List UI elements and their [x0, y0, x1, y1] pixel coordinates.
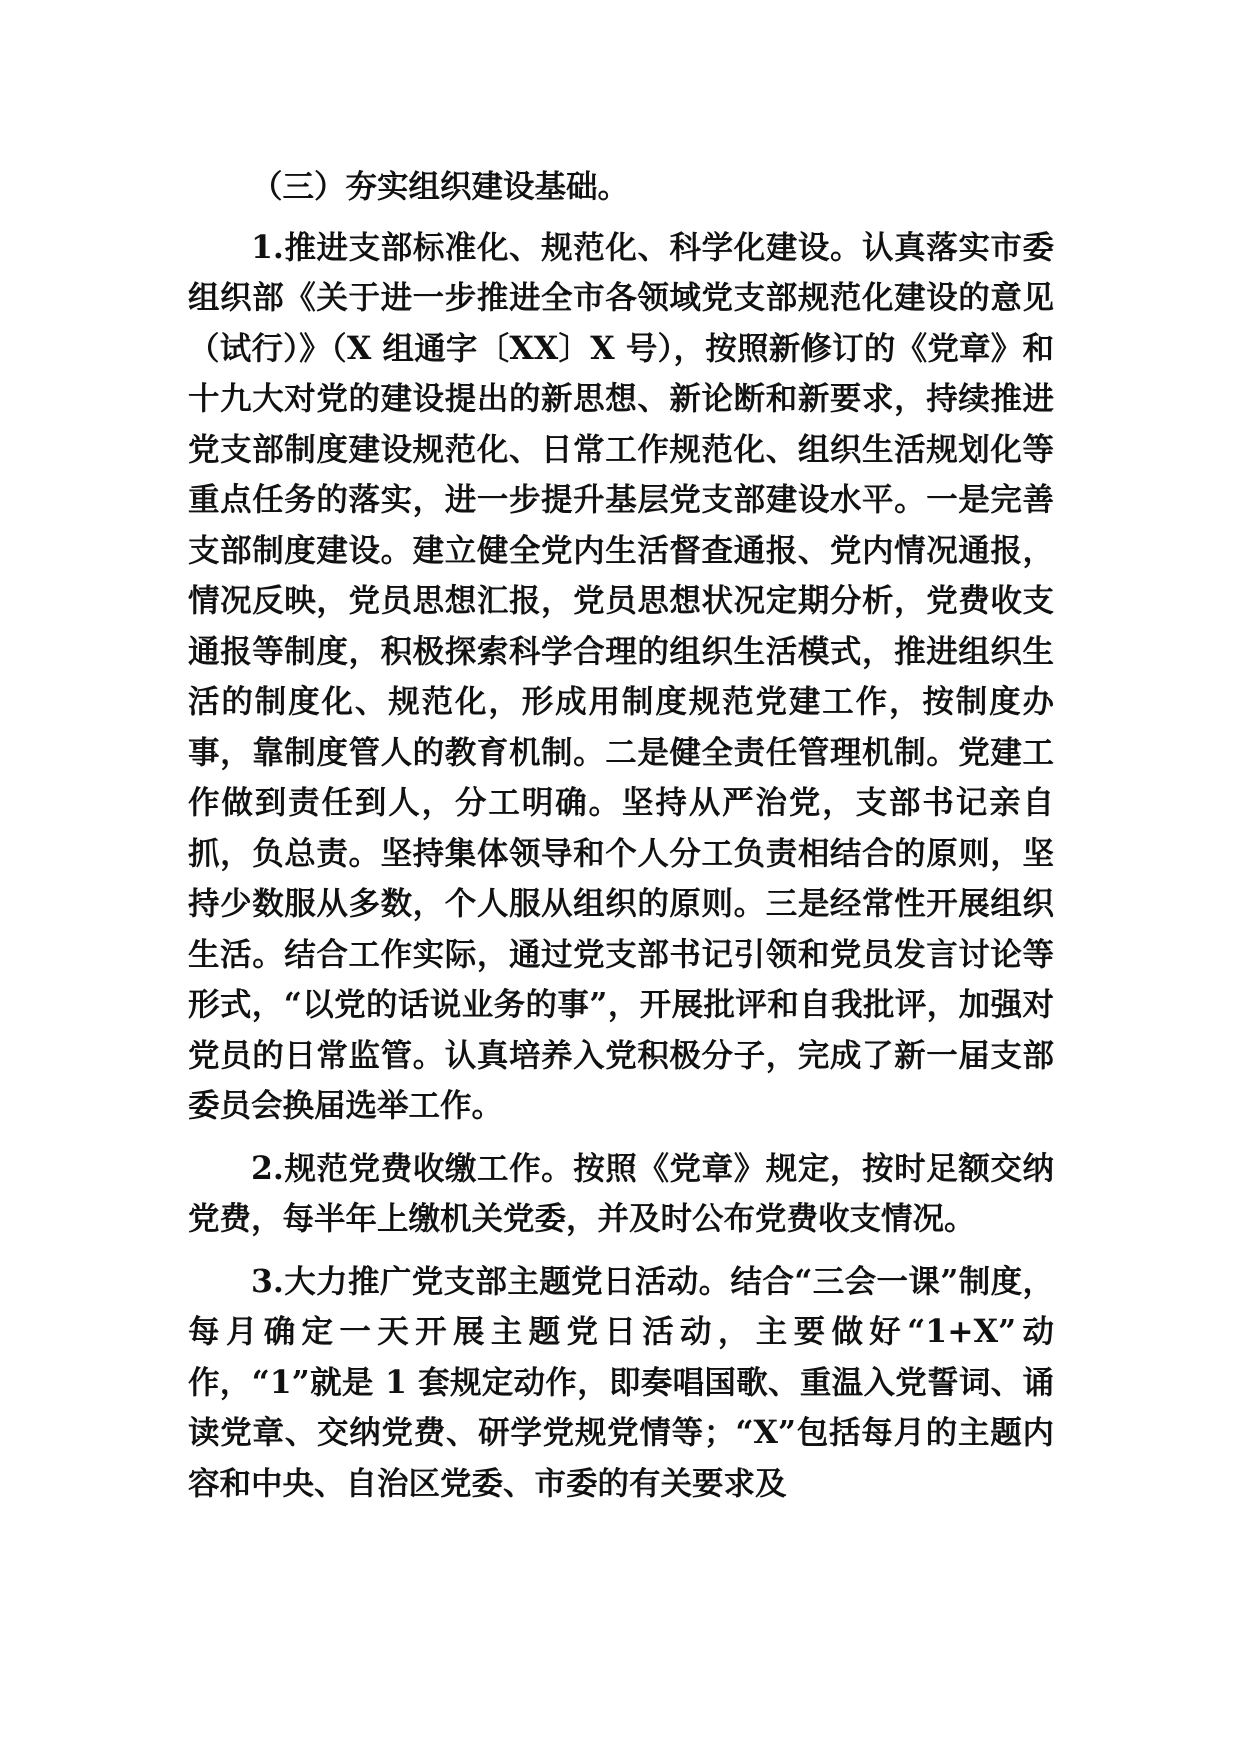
document-body — [188, 162, 1054, 1521]
paragraph-3: 3.大力推广党支部主题党日活动。结合“三会一课”制度，每月确定一天开展主题党日活动，主要做好“1+X”动作，“1”就是 1 套规定动作，即奏唱国歌、重温入党誓词、诵读党章、交纳党费、研学党规党情等；“X”包括每月的主题内容和中央、自治区党委、市委的有关要求及 — [188, 1262, 1054, 1502]
paragraph-1: 1.推进支部标准化、规范化、科学化建设。认真落实市委组织部《关于进一步推进全市各领域党支部规范化建设的意见（试行）》（X 组通字〔XX〕X 号），按照新修订的《党章》和十九大对党的建设提出的新思想、新论断和新要求，持续推进党支部制度建设规范化、日常工作规范化、组织生活规划化等重点任务的落实，进一步提升基层党支部建设水平。一是完善支部制度建设。建立健全党内生活督查通报、党内情况通报，情况反映，党员思想汇报，党员思想状况定期分析，党费收支通报等制度，积极探索科学合理的组织生活模式，推进组织生活的制度化、规范化，形成用制度规范党建工作，按制度办事，靠制度管人的教育机制。二是健全责任管理机制。党建工作做到责任到人，分工明确。坚持从严治党，支部书记亲自抓，负总责。坚持集体领导和个人分工负责相结合的原则，坚持少数服从多数，个人服从组织的原则。三是经常性开展组织生活。结合工作实际，通过党支部书记引领和党员发言讨论等形式，“以党的话说业务的事”，开展批评和自我批评，加强对党员的日常监管。认真培养入党积极分子，完成了新一届支部委员会换届选举工作。 — [188, 228, 1054, 1124]
paragraph-2: 2.规范党费收缴工作。按照《党章》规定，按时足额交纳党费，每半年上缴机关党委，并及时公布党费收支情况。 — [188, 1149, 1054, 1237]
section-heading: （三）夯实组织建设基础。 — [251, 168, 630, 205]
